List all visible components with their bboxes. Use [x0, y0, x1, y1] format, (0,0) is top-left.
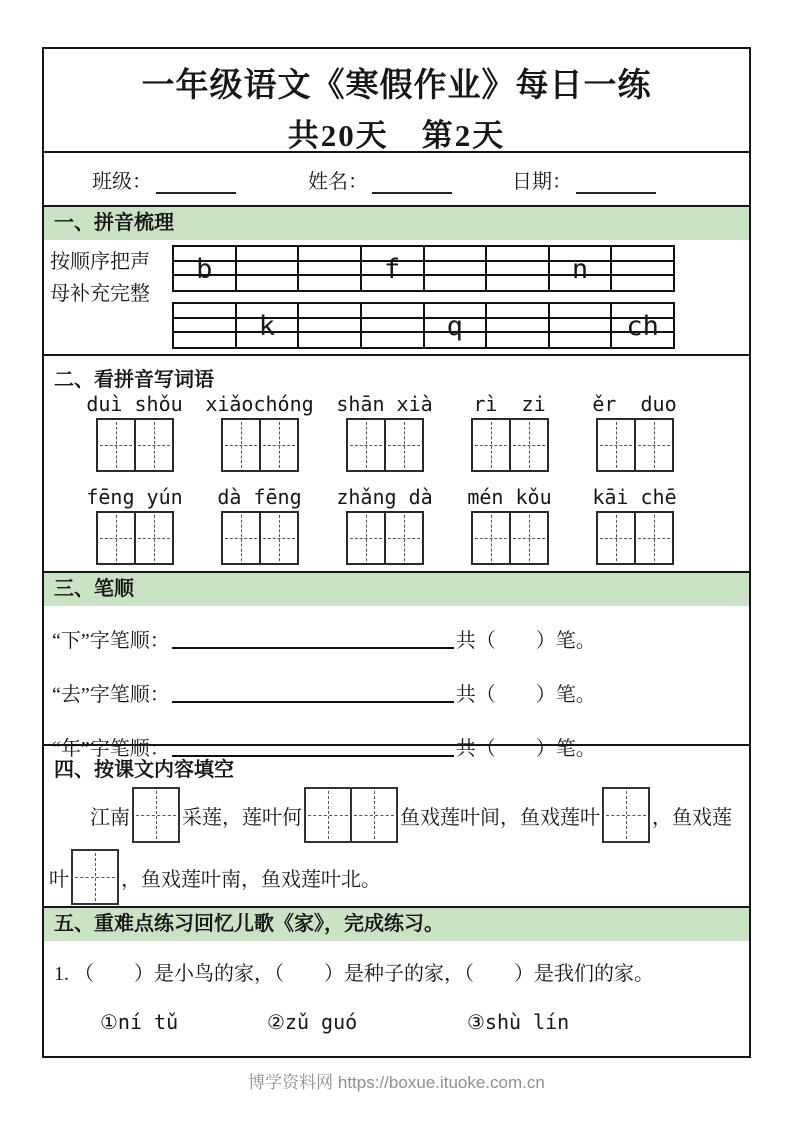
footer-watermark: 博学资料网 https://boxue.ituoke.com.cn	[248, 1073, 545, 1092]
fill-box-cell	[306, 789, 350, 841]
word-group	[447, 392, 572, 472]
date-field	[512, 165, 656, 194]
pinyin-letter: ch	[626, 311, 659, 342]
name-blank-line	[372, 170, 452, 194]
fill-text: ，鱼戏莲叶南，鱼戏莲叶北。	[121, 868, 381, 891]
pinyin-label: mén kǒu	[467, 485, 552, 509]
title-line-1: 一年级语文《寒假作业》每日一练	[141, 68, 652, 104]
pinyin-label: fēng yún	[86, 485, 183, 509]
pinyin-grid-cell	[299, 247, 362, 290]
fill-box-cell	[350, 789, 396, 841]
fill-text: ，鱼戏莲	[652, 806, 732, 829]
pinyin-grid-cell	[550, 304, 613, 347]
section-2-header: 二、看拼音写词语	[54, 369, 214, 391]
pinyin-grid-cell	[362, 247, 425, 290]
fill-box	[602, 787, 650, 843]
pinyin-grid-cell	[612, 247, 673, 290]
writing-box	[223, 420, 259, 470]
writing-box-pair	[221, 418, 299, 472]
fill-box-double	[304, 787, 398, 843]
writing-box	[384, 420, 422, 470]
pinyin-grid-cell	[237, 247, 300, 290]
pinyin-label: zhǎng dà	[336, 485, 433, 509]
stroke-blank-line	[172, 699, 454, 703]
pinyin-instruction-line-1: 按顺序把声	[50, 251, 150, 273]
fill-box	[71, 849, 119, 905]
date-label: 日期：	[512, 170, 572, 193]
name-label: 姓名：	[308, 170, 368, 193]
pinyin-label: ěr duo	[592, 392, 677, 416]
writing-box	[598, 513, 634, 563]
stroke-suffix: 共（ ）笔。	[455, 630, 596, 652]
question-text: 1. （ ）是小鸟的家，（ ）是种子的家，（ ）是我们的家。	[54, 963, 654, 985]
word-row-1	[44, 392, 749, 472]
date-blank-line	[576, 170, 656, 194]
worksheet-sheet	[42, 47, 751, 1058]
pinyin-grid-1	[172, 245, 675, 292]
writing-box	[98, 513, 134, 563]
word-group	[72, 485, 197, 565]
info-row	[44, 153, 749, 207]
stroke-suffix: 共（ ）笔。	[455, 684, 596, 706]
stroke-order-row	[44, 608, 749, 662]
stroke-prefix: “去”字笔顺：	[52, 684, 170, 706]
fill-text: 叶	[49, 868, 69, 891]
section-3-body	[44, 606, 749, 760]
pinyin-grid-2	[172, 302, 675, 349]
section-1-header: 一、拼音梳理	[44, 207, 749, 240]
fill-box-cell	[604, 789, 648, 841]
pinyin-label: rì zi	[473, 392, 546, 416]
pinyin-grid-cell	[362, 304, 425, 347]
stroke-order-row	[44, 662, 749, 716]
word-group	[72, 392, 197, 472]
option-1: ①ní tǔ	[100, 1010, 179, 1034]
stroke-prefix: “下”字笔顺：	[52, 630, 170, 652]
fill-text: 鱼戏莲叶间，鱼戏莲叶	[400, 806, 600, 829]
word-group	[447, 485, 572, 565]
pinyin-instruction	[50, 246, 150, 310]
writing-box	[384, 513, 422, 563]
writing-box	[259, 513, 297, 563]
pinyin-grid-cell	[550, 247, 613, 290]
writing-box-pair	[471, 511, 549, 565]
writing-box	[259, 420, 297, 470]
writing-box-pair	[96, 511, 174, 565]
stroke-suffix: 共（ ）笔。	[455, 738, 596, 760]
writing-box	[223, 513, 259, 563]
writing-box-pair	[96, 418, 174, 472]
pinyin-letter: k	[258, 311, 276, 342]
worksheet-title	[44, 49, 749, 153]
writing-box	[473, 420, 509, 470]
pinyin-letter: q	[446, 311, 463, 342]
pinyin-label: shān xià	[336, 392, 433, 416]
section-1-body	[44, 240, 749, 354]
section-3-header: 三、笔顺	[44, 573, 749, 606]
writing-box	[348, 513, 384, 563]
pinyin-label: dà fēng	[217, 485, 302, 509]
pinyin-grid-cell	[174, 247, 237, 290]
pinyin-grid-cell	[237, 304, 300, 347]
writing-box	[348, 420, 384, 470]
writing-box	[473, 513, 509, 563]
writing-box	[598, 420, 634, 470]
stroke-prefix: “年”字笔顺：	[52, 738, 170, 760]
word-group	[197, 392, 322, 472]
writing-box-pair	[221, 511, 299, 565]
fill-box-cell	[134, 789, 178, 841]
writing-box-pair	[471, 418, 549, 472]
option-3: ③shù lín	[467, 1010, 570, 1034]
fill-box-cell	[73, 851, 117, 903]
writing-box-pair	[596, 511, 674, 565]
pinyin-grid-cell	[299, 304, 362, 347]
writing-box	[634, 513, 672, 563]
pinyin-grid-cell	[487, 304, 550, 347]
word-group	[322, 485, 447, 565]
word-group	[572, 485, 697, 565]
section-4-header: 四、按课文内容填空	[54, 759, 234, 781]
pinyin-letter: b	[196, 254, 213, 285]
word-group	[572, 392, 697, 472]
writing-box-pair	[346, 418, 424, 472]
pinyin-grid-cell	[425, 304, 488, 347]
class-blank-line	[156, 170, 236, 194]
writing-box	[134, 513, 172, 563]
writing-box	[98, 420, 134, 470]
class-field	[92, 165, 236, 194]
fill-line-2	[44, 848, 749, 906]
word-row-2	[44, 485, 749, 565]
stroke-blank-line	[172, 645, 454, 649]
option-2: ②zǔ guó	[267, 1010, 358, 1034]
options-row	[44, 1010, 749, 1034]
pinyin-letter: f	[384, 254, 401, 285]
pinyin-label: duì shǒu	[86, 392, 183, 416]
class-label: 班级：	[92, 170, 152, 193]
writing-box	[634, 420, 672, 470]
writing-box-pair	[596, 418, 674, 472]
word-group	[322, 392, 447, 472]
section-4-body	[44, 780, 749, 906]
pinyin-grid-cell	[425, 247, 488, 290]
fill-text: 江南	[90, 806, 130, 829]
pinyin-grids	[172, 245, 675, 349]
word-group	[197, 485, 322, 565]
writing-box	[509, 420, 547, 470]
pinyin-label: kāi chē	[592, 485, 677, 509]
pinyin-grid-cell	[612, 304, 673, 347]
fill-box	[132, 787, 180, 843]
fill-text: 采莲，莲叶何	[182, 806, 302, 829]
pinyin-letter: n	[571, 254, 589, 285]
section-5-header: 五、重难点练习回忆儿歌《家》，完成练习。	[44, 908, 749, 941]
writing-box	[509, 513, 547, 563]
pinyin-grid-cell	[174, 304, 237, 347]
writing-box-pair	[346, 511, 424, 565]
pinyin-label: xiǎochóng	[205, 392, 314, 416]
writing-box	[134, 420, 172, 470]
pinyin-instruction-line-2: 母补充完整	[50, 283, 150, 305]
pinyin-grid-cell	[487, 247, 550, 290]
fill-line-1	[44, 782, 749, 848]
title-line-2: 共20天 第2天	[287, 118, 506, 153]
name-field	[308, 165, 452, 194]
